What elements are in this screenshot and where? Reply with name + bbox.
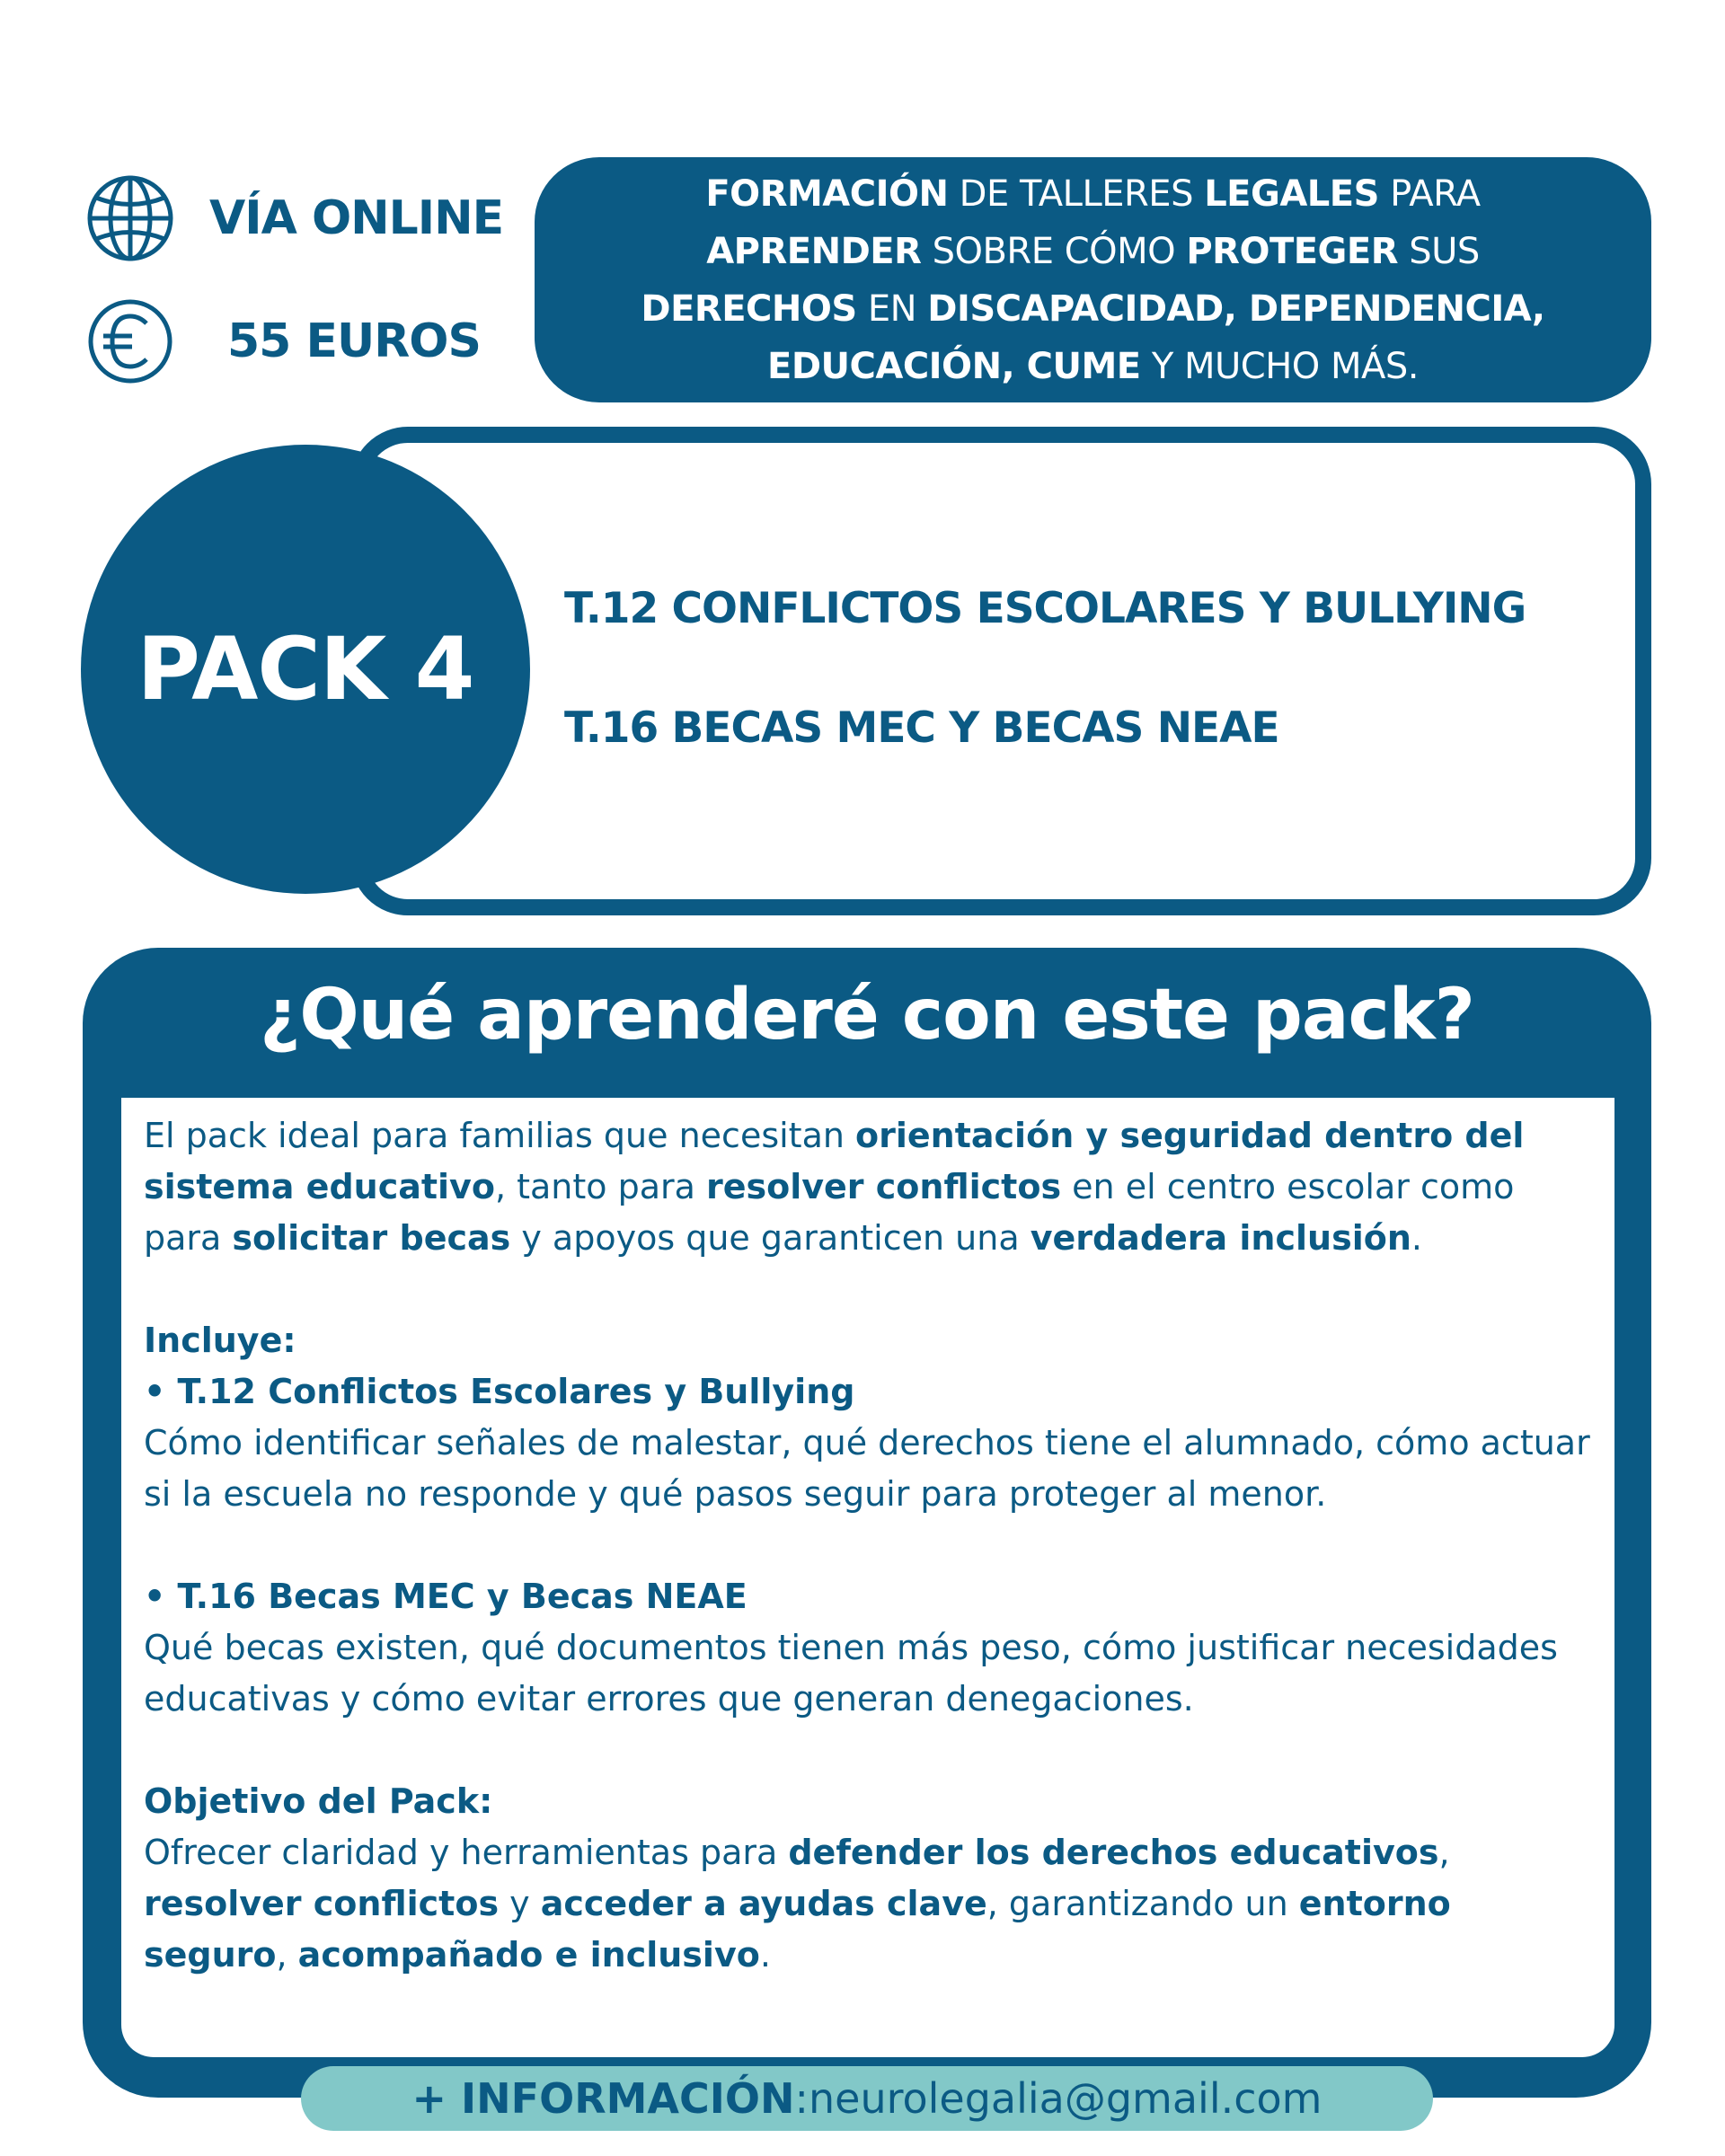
- contact-info-pill: [301, 2066, 1433, 2131]
- card-run: El pack ideal para familias que necesitan: [144, 1116, 856, 1155]
- contact-separator: :: [794, 2074, 809, 2123]
- card-run: resolver conflictos: [706, 1167, 1062, 1206]
- card-run: .: [759, 1935, 771, 1975]
- card-run: solicitar becas: [232, 1218, 511, 1258]
- card-paragraph: [144, 1110, 1590, 1264]
- card-run: ,: [1438, 1833, 1450, 1872]
- card-run: acompañado e inclusivo: [297, 1935, 760, 1975]
- intro-run: LEGALES: [1204, 172, 1379, 215]
- intro-line: [641, 338, 1544, 395]
- card-paragraph: [144, 1827, 1590, 1981]
- intro-run: FORMACIÓN: [705, 172, 949, 215]
- card-paragraph: [144, 1418, 1590, 1520]
- intro-run: PARA: [1378, 172, 1481, 215]
- intro-banner: [535, 157, 1651, 402]
- card-run: en el centro escolar como para: [144, 1167, 1515, 1258]
- feature-online: [85, 173, 503, 263]
- card-run: Incluye:: [144, 1321, 296, 1360]
- card-run: • T.16 Becas MEC y Becas NEAE: [144, 1577, 748, 1616]
- card-run: • T.12 Conflictos Escolares y Bullying: [144, 1372, 855, 1411]
- intro-run: DERECHOS: [641, 287, 857, 330]
- card-run: Qué becas existen, qué documentos tienen más peso, cómo justificar necesidades educativas y cómo evitar errores que generan denegaciones.: [144, 1628, 1558, 1719]
- intro-line: [641, 223, 1544, 280]
- pack-topic-1: T.12 CONFLICTOS ESCOLARES Y BULLYING: [564, 584, 1526, 633]
- intro-run: SOBRE CÓMO: [921, 230, 1187, 272]
- card-run: Objetivo del Pack:: [144, 1781, 493, 1821]
- spacer: [144, 1725, 1590, 1776]
- card-run: entorno seguro: [144, 1884, 1451, 1975]
- card-paragraph: [144, 1622, 1590, 1725]
- learning-card-title: ¿Qué aprenderé con este pack?: [260, 975, 1474, 1056]
- spacer: [144, 1520, 1590, 1571]
- card-paragraph: [144, 1571, 1590, 1622]
- intro-run: EN: [856, 287, 928, 330]
- intro-run: APRENDER: [706, 230, 922, 272]
- intro-run: Y MUCHO MÁS.: [1140, 345, 1419, 387]
- card-run: verdadera inclusión: [1030, 1218, 1411, 1258]
- pack-badge: [81, 445, 530, 894]
- contact-email-link[interactable]: neurolegalia@gmail.com: [808, 2074, 1322, 2123]
- card-run: Ofrecer claridad y herramientas para: [144, 1833, 789, 1872]
- card-run: , garantizando un: [986, 1884, 1299, 1923]
- card-run: y: [499, 1884, 541, 1923]
- intro-run: DE TALLERES: [948, 172, 1205, 215]
- feature-online-label: VÍA ONLINE: [209, 191, 504, 245]
- pack-label: PACK 4: [137, 619, 474, 720]
- contact-label: + INFORMACIÓN: [411, 2074, 795, 2123]
- intro-run: EDUCACIÓN, CUME: [767, 345, 1141, 387]
- card-run: Cómo identificar señales de malestar, qué derechos tiene el alumnado, cómo actuar si la escuela no responde y qué pasos seguir para proteger al menor.: [144, 1423, 1590, 1514]
- card-run: , tanto para: [494, 1167, 706, 1206]
- learning-card-text: [144, 1110, 1590, 1981]
- intro-line: [641, 280, 1544, 338]
- intro-run: SUS: [1398, 230, 1480, 272]
- card-run: ,: [276, 1935, 298, 1975]
- pack-topic-2: T.16 BECAS MEC Y BECAS NEAE: [564, 703, 1279, 753]
- card-run: .: [1411, 1218, 1422, 1258]
- intro-line: [641, 165, 1544, 223]
- euro-icon: [85, 296, 175, 386]
- intro-run: DISCAPACIDAD, DEPENDENCIA,: [927, 287, 1545, 330]
- card-paragraph: [144, 1776, 1590, 1827]
- intro-run: PROTEGER: [1186, 230, 1399, 272]
- feature-price-label: 55 EUROS: [227, 314, 481, 368]
- card-paragraph: [144, 1315, 1590, 1366]
- card-run: orientación y seguridad dentro del sistema educativo: [144, 1116, 1525, 1206]
- card-run: defender los derechos educativos: [788, 1833, 1439, 1872]
- card-run: acceder a ayudas clave: [540, 1884, 987, 1923]
- card-run: y apoyos que garanticen una: [510, 1218, 1031, 1258]
- card-run: resolver conflictos: [144, 1884, 500, 1923]
- intro-text: [641, 165, 1544, 395]
- pack-topics-box: [350, 427, 1651, 915]
- spacer: [144, 1264, 1590, 1315]
- globe-icon: [85, 173, 175, 263]
- card-paragraph: [144, 1366, 1590, 1418]
- feature-price: [85, 296, 481, 386]
